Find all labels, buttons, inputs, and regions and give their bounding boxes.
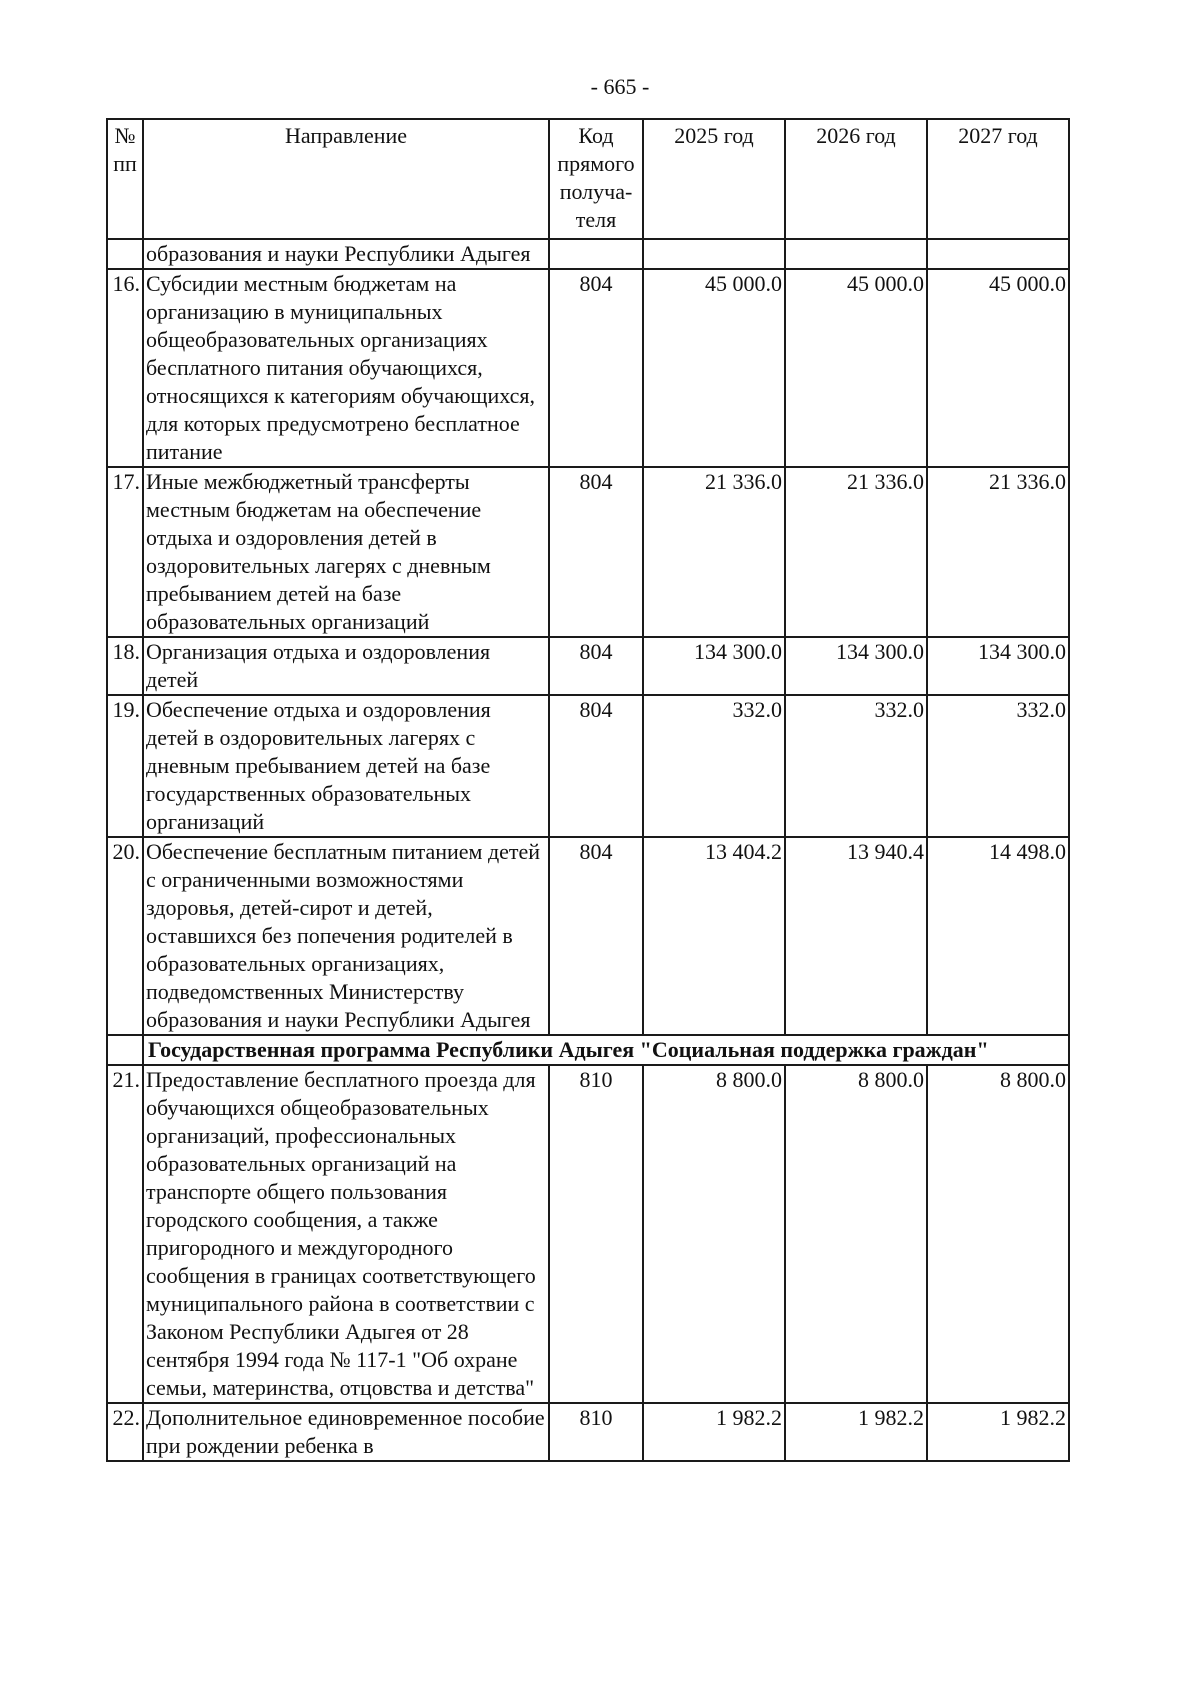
table-row — [107, 269, 1069, 467]
table-row — [107, 1403, 1069, 1461]
header-year-2025: 2025 год — [643, 119, 785, 239]
header-code — [549, 119, 643, 239]
program-title — [143, 1035, 1069, 1065]
header-code-line: Код — [578, 123, 614, 148]
row-direction: Субсидии местным бюджетам на организацию в муниципальных общеобразовательных организациях бесплатного питания обучающихся, относящихся к категориям обучающихся, для которых предусмотрено бесплатное питание — [143, 269, 549, 467]
row-code: 804 — [549, 837, 643, 1035]
budget-table — [106, 118, 1070, 1462]
row-direction: Организация отдыха и оздоровления детей — [143, 637, 549, 695]
row-direction: Обеспечение бесплатным питанием детей с ограниченными возможностями здоровья, детей-сирот и детей, оставшихся без попечения родителей в образовательных организациях, подведомственных Министерству образования и науки Республики Адыгея — [143, 837, 549, 1035]
page-number: - 665 - — [590, 74, 650, 99]
row-code: 810 — [549, 1403, 643, 1461]
program-title-text: Государственная программа Республики Адыгея "Социальная поддержка граждан" — [148, 1037, 989, 1062]
row-direction: Дополнительное единовременное пособие при рождении ребенка в — [143, 1403, 549, 1461]
row-code: 804 — [549, 695, 643, 837]
row-value-2025: 13 404.2 — [643, 837, 785, 1035]
row-value-2026: 1 982.2 — [785, 1403, 927, 1461]
row-value-2027: 8 800.0 — [927, 1065, 1069, 1403]
header-year-2027: 2027 год — [927, 119, 1069, 239]
row-value-2027: 134 300.0 — [927, 637, 1069, 695]
row-num — [107, 239, 143, 269]
row-value-2026 — [785, 239, 927, 269]
row-value-2025: 134 300.0 — [643, 637, 785, 695]
table-row — [107, 837, 1069, 1035]
row-direction: образования и науки Республики Адыгея — [143, 239, 549, 269]
row-value-2025: 8 800.0 — [643, 1065, 785, 1403]
row-num: 21. — [107, 1065, 143, 1403]
header-code-line: теля — [575, 207, 617, 232]
row-value-2026: 21 336.0 — [785, 467, 927, 637]
header-num: № пп — [107, 119, 143, 239]
row-direction: Иные межбюджетный трансферты местным бюджетам на обеспечение отдыха и оздоровления детей в оздоровительных лагерях с дневным пребыванием детей на базе образовательных организаций — [143, 467, 549, 637]
row-value-2025: 332.0 — [643, 695, 785, 837]
row-value-2027 — [927, 239, 1069, 269]
row-num: 16. — [107, 269, 143, 467]
header-year-2026: 2026 год — [785, 119, 927, 239]
table-row — [107, 695, 1069, 837]
row-value-2026: 45 000.0 — [785, 269, 927, 467]
program-heading-row — [107, 1035, 1069, 1065]
row-value-2027: 1 982.2 — [927, 1403, 1069, 1461]
row-num: 20. — [107, 837, 143, 1035]
row-num — [107, 1035, 143, 1065]
row-code: 804 — [549, 637, 643, 695]
row-value-2025 — [643, 239, 785, 269]
row-value-2027: 45 000.0 — [927, 269, 1069, 467]
row-value-2027: 14 498.0 — [927, 837, 1069, 1035]
row-value-2026: 134 300.0 — [785, 637, 927, 695]
row-value-2025: 1 982.2 — [643, 1403, 785, 1461]
row-value-2027: 332.0 — [927, 695, 1069, 837]
header-direction: Направление — [143, 119, 549, 239]
row-value-2027: 21 336.0 — [927, 467, 1069, 637]
row-num: 22. — [107, 1403, 143, 1461]
row-num: 17. — [107, 467, 143, 637]
row-value-2026: 8 800.0 — [785, 1065, 927, 1403]
row-code — [549, 239, 643, 269]
table-row — [107, 467, 1069, 637]
row-code: 804 — [549, 269, 643, 467]
table-row — [107, 637, 1069, 695]
header-code-line: прямого — [557, 151, 635, 176]
table-row — [107, 1065, 1069, 1403]
row-value-2026: 13 940.4 — [785, 837, 927, 1035]
row-direction: Предоставление бесплатного проезда для обучающихся общеобразовательных организаций, профессиональных образовательных организаций на транспорте общего пользования городского сообщения, а также пригородного и междугородного сообщения в границах соответствующего муниципального района в соответствии с Законом Республики Адыгея от 28 сентября 1994 года № 117-1 "Об охране семьи, материнства, отцовства и детства" — [143, 1065, 549, 1403]
row-code: 804 — [549, 467, 643, 637]
row-num: 18. — [107, 637, 143, 695]
header-code-line: получа- — [559, 179, 633, 204]
row-code: 810 — [549, 1065, 643, 1403]
row-value-2025: 21 336.0 — [643, 467, 785, 637]
row-value-2026: 332.0 — [785, 695, 927, 837]
row-num: 19. — [107, 695, 143, 837]
table-row-continuation — [107, 239, 1069, 269]
row-value-2025: 45 000.0 — [643, 269, 785, 467]
table-header-row — [107, 119, 1069, 239]
row-direction: Обеспечение отдыха и оздоровления детей в оздоровительных лагерях с дневным пребыванием детей на базе государственных образовательных организаций — [143, 695, 549, 837]
